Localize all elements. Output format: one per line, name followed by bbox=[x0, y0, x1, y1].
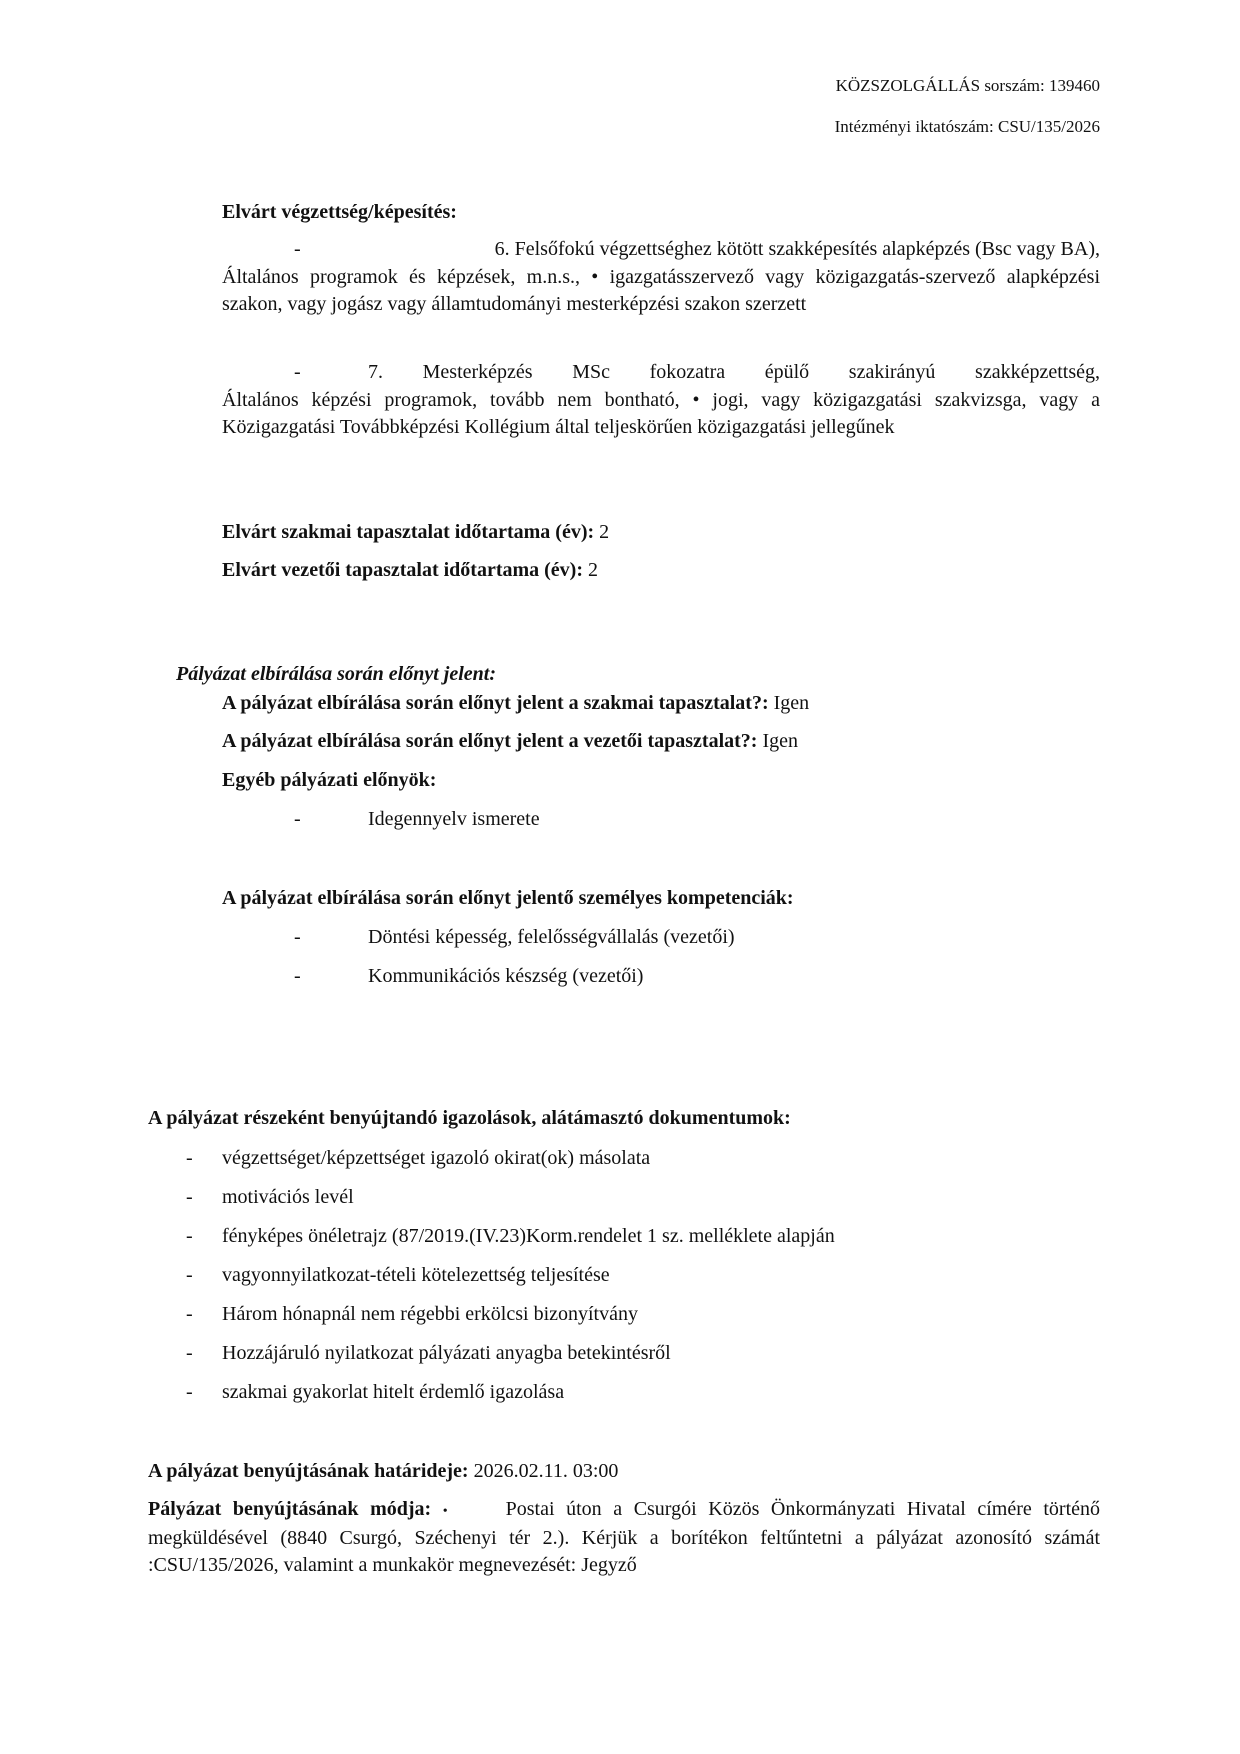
professional-experience-value: 2 bbox=[599, 521, 610, 543]
dash-marker: - bbox=[294, 926, 301, 948]
advantage-managerial bbox=[222, 729, 798, 753]
document-item: végzettséget/képzettséget igazoló okirat(ok) másolata bbox=[222, 1147, 651, 1169]
other-advantages-title: Egyéb pályázati előnyök: bbox=[222, 769, 437, 791]
dash-marker: - bbox=[186, 1264, 193, 1286]
education-item bbox=[222, 360, 1100, 441]
competencies-title: A pályázat elbírálása során előnyt jelentő személyes kompetenciák: bbox=[222, 887, 794, 909]
submission-method-text: Postai úton a Csurgói Közös Önkormányzati Hivatal címére történő megküldésével (8840 Csurgó, Széchenyi tér 2.). Kérjük a borítékon feltűntetni a pályázat azonosító számát :CSU/135/2026, valamint a munkakör megnevezését: Jegyző bbox=[148, 1498, 1101, 1576]
submission-deadline bbox=[148, 1459, 618, 1483]
dash-marker: - bbox=[186, 1342, 193, 1364]
education-item-text: Általános programok és képzések, m.n.s., • igazgatásszervező vagy közigazgatás-szervező alapképzési szakon, vagy jogász vagy államtudományi mesterképzési szakon szerzett bbox=[222, 266, 1100, 315]
education-item bbox=[222, 237, 1100, 318]
dash-marker: - bbox=[294, 238, 301, 260]
managerial-experience-label: Elvárt vezetői tapasztalat időtartama (év): bbox=[222, 559, 583, 581]
document-item: Hozzájáruló nyilatkozat pályázati anyagba betekintésről bbox=[222, 1342, 671, 1364]
dash-marker: - bbox=[294, 361, 301, 383]
other-advantage-item: Idegennyelv ismerete bbox=[368, 808, 540, 830]
education-title: Elvárt végzettség/képesítés: bbox=[222, 201, 457, 223]
serial-number: KÖZSZOLGÁLLÁS sorszám: 139460 bbox=[835, 76, 1100, 95]
submission-deadline-label: A pályázat benyújtásának határideje: bbox=[148, 1460, 469, 1482]
competency-item: Döntési képesség, felelősségvállalás (vezetői) bbox=[368, 926, 735, 948]
document-item: Három hónapnál nem régebbi erkölcsi bizonyítvány bbox=[222, 1303, 638, 1325]
managerial-experience bbox=[222, 558, 598, 582]
document-item: fényképes önéletrajz (87/2019.(IV.23)Korm.rendelet 1 sz. melléklete alapján bbox=[222, 1225, 835, 1247]
professional-experience bbox=[222, 520, 609, 544]
dash-marker: - bbox=[186, 1381, 193, 1403]
submission-method bbox=[148, 1496, 1100, 1579]
advantage-professional-label: A pályázat elbírálása során előnyt jelent a szakmai tapasztalat?: bbox=[222, 692, 769, 714]
managerial-experience-value: 2 bbox=[588, 559, 598, 581]
dash-marker: - bbox=[186, 1303, 193, 1325]
advantage-professional bbox=[222, 691, 809, 715]
document-item: szakmai gyakorlat hitelt érdemlő igazolása bbox=[222, 1381, 565, 1403]
document-item: motivációs levél bbox=[222, 1186, 354, 1208]
dash-marker: - bbox=[294, 965, 301, 987]
education-item-lead: 6. Felsőfokú végzettséghez kötött szakképesítés alapképzés (Bsc vagy BA), bbox=[494, 238, 1100, 260]
competency-item: Kommunikációs készség (vezetői) bbox=[368, 965, 644, 987]
professional-experience-label: Elvárt szakmai tapasztalat időtartama (év): bbox=[222, 521, 595, 543]
submission-method-label: Pályázat benyújtásának módja: bbox=[148, 1498, 432, 1520]
documents-title: A pályázat részeként benyújtandó igazolások, alátámasztó dokumentumok: bbox=[148, 1107, 791, 1129]
bullet-icon: • bbox=[442, 1504, 448, 1519]
submission-deadline-value: 2026.02.11. 03:00 bbox=[473, 1460, 619, 1482]
advantage-professional-value: Igen bbox=[773, 692, 810, 714]
advantage-managerial-value: Igen bbox=[762, 730, 799, 752]
dash-marker: - bbox=[186, 1225, 193, 1247]
education-item-lead: 7. Mesterképzés MSc fokozatra épülő szakirányú szakképzettség, bbox=[368, 361, 1100, 383]
document-item: vagyonnyilatkozat-tételi kötelezettség teljesítése bbox=[222, 1264, 610, 1286]
dash-marker: - bbox=[186, 1147, 193, 1169]
dash-marker: - bbox=[186, 1186, 193, 1208]
advantages-title: Pályázat elbírálása során előnyt jelent: bbox=[176, 663, 496, 685]
advantage-managerial-label: A pályázat elbírálása során előnyt jelent a vezetői tapasztalat?: bbox=[222, 730, 758, 752]
registry-number: Intézményi iktatószám: CSU/135/2026 bbox=[834, 117, 1100, 136]
education-item-text: Általános képzési programok, tovább nem bontható, • jogi, vagy közigazgatási szakvizsga, vagy a Közigazgatási Továbbképzési Kollégium által teljeskörűen közigazgatási jellegűnek bbox=[222, 389, 1100, 438]
dash-marker: - bbox=[294, 808, 301, 830]
